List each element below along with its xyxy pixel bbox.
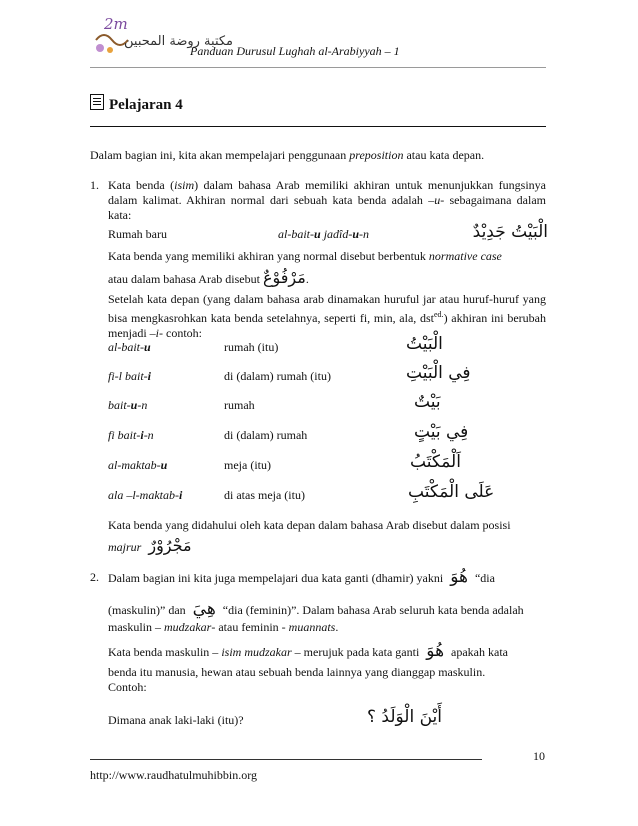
site-logo <box>90 12 234 58</box>
section-2-line-5: benda itu manusia, hewan atau sebuah benda lainnya yang dianggap maskulin. <box>108 665 486 679</box>
section-1-number: 1. <box>90 178 99 192</box>
text: - atau feminin - <box>211 620 289 634</box>
table-row <box>108 458 167 473</box>
translit-bold: u <box>130 398 138 412</box>
table-arabic: بَيْتٌ <box>414 392 441 412</box>
text: (maskulin)” dan <box>108 603 186 617</box>
intro-text: Dalam bagian ini, kita akan mempelajari penggunaan <box>90 148 350 162</box>
section-2-line-1 <box>108 567 546 587</box>
table-meaning: di atas meja (itu) <box>224 488 305 502</box>
translit-bold: i <box>179 488 183 502</box>
lesson-heading <box>90 94 183 114</box>
table-meaning: meja (itu) <box>224 458 271 472</box>
arabic-huwa: هُوَ <box>426 641 445 661</box>
intro-text-end: atau kata depan. <box>403 148 485 162</box>
text: Kata benda yang memiliki akhiran yang normal disebut berbentuk <box>108 249 429 263</box>
lesson-title: Pelajaran 4 <box>109 97 183 113</box>
term-isim: isim <box>174 178 195 192</box>
section-1-paragraph-2 <box>108 249 546 264</box>
table-row <box>108 428 154 443</box>
text: Dalam bagian ini kita juga mempelajari dua kata ganti (dhamir) yakni <box>108 571 444 585</box>
text: - sebagaimana dalam kata: <box>108 193 546 222</box>
translit: fi-l bait- <box>108 369 148 383</box>
section-1-paragraph-2-cont <box>108 270 309 287</box>
translit-bold: u <box>352 227 360 241</box>
section-2-example-arabic: أَيْنَ الْوَلَدُ ؟ <box>366 707 442 727</box>
text: “dia <box>474 571 495 585</box>
arabic-hiya: هِيَ <box>192 599 216 619</box>
translit: -n <box>143 428 154 442</box>
section-2-line-3 <box>108 620 338 635</box>
term-majrur: majrur <box>108 540 142 554</box>
section-2-line-4 <box>108 641 546 661</box>
logo-arabic-text: مكتبة روضة المحبين <box>124 34 234 49</box>
superscript-ed: ed. <box>434 310 444 319</box>
footer-url-link[interactable]: http://www.raudhatulmuhibbin.org <box>90 768 257 782</box>
section-2-number: 2. <box>90 570 99 584</box>
page-number: 10 <box>533 749 545 763</box>
table-meaning: rumah (itu) <box>224 340 279 354</box>
text: ) dalam bahasa Arab memiliki akhiran untuk menunjukkan fungsinya dalam kalimat. Akhiran normal dari sebuah kata benda adalah – <box>108 178 546 207</box>
arabic-marfu: مَرْفُوْعٌ <box>262 268 306 287</box>
term-isim-mudzakar: isim mudzakar <box>221 645 292 659</box>
footer-divider <box>90 759 482 760</box>
section-2-example-indonesian: Dimana anak laki-laki (itu)? <box>108 713 244 727</box>
table-meaning: di (dalam) rumah (itu) <box>224 369 331 383</box>
header-title: Panduan Durusul Lughah al-Arabiyyah – 1 <box>190 44 400 58</box>
translit-bold: u <box>144 340 151 354</box>
text: apakah kata <box>451 645 508 659</box>
translit: ala –l-maktab- <box>108 488 179 502</box>
translit: bait- <box>108 398 131 412</box>
example-indonesian: Rumah baru <box>108 227 167 241</box>
translit-bold: u <box>314 227 321 241</box>
section-2-line-6: Contoh: <box>108 680 147 694</box>
translit: al-maktab- <box>108 458 161 472</box>
table-arabic: الْبَيْتُ <box>406 334 443 354</box>
text: atau dalam bahasa Arab disebut <box>108 272 263 286</box>
intro-paragraph <box>90 148 546 163</box>
text: Kata benda ( <box>108 178 175 192</box>
text: “dia (feminin)”. Dalam bahasa Arab seluruh kata benda adalah <box>222 603 524 617</box>
term-mudzakar: mudzakar <box>164 620 212 634</box>
example-transliteration <box>278 227 369 242</box>
text: Setelah kata depan (yang dalam bahasa arab dinamakan huruful jar atau huruf-huruf yang bisa mengkasrohkan kata benda setelahnya, seperti fi, min, ala, dst <box>108 292 546 325</box>
table-row <box>108 340 151 355</box>
term-normative-case: normative case <box>428 249 502 263</box>
arabic-huwa: هُوَ <box>450 567 468 587</box>
table-row <box>108 369 151 384</box>
text: maskulin – <box>108 620 164 634</box>
text: - contoh: <box>159 326 202 340</box>
translit: al-bait- <box>108 340 144 354</box>
term-muannats: muannats <box>288 620 336 634</box>
header-divider <box>90 67 546 68</box>
translit-part: al-bait- <box>278 227 314 241</box>
section-1-paragraph-4: Kata benda yang didahului oleh kata depan dalam bahasa Arab disebut dalam posisi <box>108 518 511 532</box>
text: – merujuk pada kata ganti <box>291 645 420 659</box>
suffix-u: u <box>434 193 441 207</box>
translit-bold: i <box>147 369 152 383</box>
translit: -n <box>137 398 148 412</box>
translit-bold: i <box>140 428 144 442</box>
table-meaning: rumah <box>224 398 255 412</box>
table-arabic: فِي الْبَيْتِ <box>406 363 471 383</box>
table-meaning: di (dalam) rumah <box>224 428 308 442</box>
text: . <box>335 620 339 634</box>
text: Kata benda maskulin – <box>108 645 222 659</box>
translit-bold: u <box>160 458 168 472</box>
lesson-divider <box>90 126 546 127</box>
table-row <box>108 398 147 413</box>
table-row <box>108 488 182 503</box>
table-arabic: اَلْمَكْتَبُ <box>410 452 461 472</box>
translit: fi bait- <box>108 428 141 442</box>
suffix-i: i <box>155 326 159 340</box>
translit-part: -n <box>359 227 370 241</box>
text: ) akhiran ini berubah menjadi – <box>108 311 546 340</box>
section-2-line-2 <box>108 599 546 619</box>
svg-text:2m: 2m <box>104 15 128 33</box>
translit-part: jadîd- <box>320 227 353 241</box>
section-1-paragraph-1 <box>108 178 546 223</box>
arabic-majrur: مَجْرُوْرٌ <box>148 536 192 555</box>
document-icon <box>90 94 104 110</box>
table-arabic: فِي بَيْتٍ <box>414 422 469 442</box>
text: . <box>305 272 309 286</box>
example-arabic: الْبَيْتُ جَدِيْدٌ <box>472 222 548 242</box>
section-1-paragraph-4-cont <box>108 538 192 555</box>
intro-term: preposition <box>349 148 404 162</box>
table-arabic: عَلَى الْمَكْتَبِ <box>408 482 495 502</box>
